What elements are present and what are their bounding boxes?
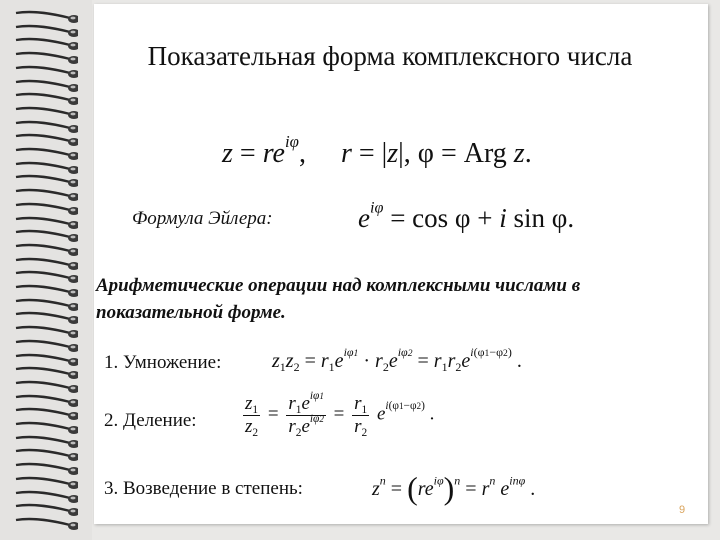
exponential-form-formula: $z = re^{i\varphi}$, r = |z|, φ = Arg z. xyxy=(222,131,532,169)
binding-ring-icon xyxy=(14,79,78,93)
operations-heading: Арифметические операции над комплексными числами в показательной форме. xyxy=(96,275,581,323)
binding-ring-icon xyxy=(14,147,78,161)
binding-ring-icon xyxy=(14,202,78,216)
binding-ring-icon xyxy=(14,24,78,38)
binding-ring-icon xyxy=(14,161,78,175)
binding-ring-icon xyxy=(14,407,78,421)
binding-ring-icon xyxy=(14,476,78,490)
page-number: 9 xyxy=(679,504,686,516)
binding-ring-icon xyxy=(14,503,78,517)
binding-ring-icon xyxy=(14,229,78,243)
binding-ring-icon xyxy=(14,216,78,230)
binding-ring-icon xyxy=(14,448,78,462)
binding-ring-icon xyxy=(14,325,78,339)
binding-ring-icon xyxy=(14,133,78,147)
binding-ring-icon xyxy=(14,284,78,298)
binding-ring-icon xyxy=(14,51,78,65)
notebook-sheet xyxy=(94,4,708,524)
binding-ring-icon xyxy=(14,270,78,284)
multiplication-formula: $z_1z_2 = r_1e^{i\varphi 1} \cdot r_2e^{i\varphi 2} = r_1r_2e^{i(\varphi 1-\varphi 2)}$ . xyxy=(272,345,522,375)
binding-ring-icon xyxy=(14,37,78,51)
binding-ring-icon xyxy=(14,120,78,134)
binding-ring-icon xyxy=(14,490,78,504)
division-label: 2. Деление: xyxy=(104,410,197,431)
power-label: 3. Возведение в степень: xyxy=(104,478,303,499)
binding-ring-icon xyxy=(14,174,78,188)
multiplication-label: 1. Умножение: xyxy=(104,352,222,373)
binding-ring-icon xyxy=(14,10,78,24)
binding-ring-icon xyxy=(14,311,78,325)
binding-ring-icon xyxy=(14,65,78,79)
binding-ring-icon xyxy=(14,92,78,106)
euler-formula: $e^{i\varphi} = \cos \varphi + i$ sin φ. xyxy=(358,198,575,233)
binding-ring-icon xyxy=(14,435,78,449)
binding-ring-icon xyxy=(14,188,78,202)
binding-ring-icon xyxy=(14,298,78,312)
binding-ring-icon xyxy=(14,339,78,353)
euler-label: Формула Эйлера: xyxy=(132,208,273,229)
binding-ring-icon xyxy=(14,257,78,271)
binding-ring-icon xyxy=(14,462,78,476)
binding-ring-icon xyxy=(14,421,78,435)
binding-ring-icon xyxy=(14,106,78,120)
binding-ring-icon xyxy=(14,517,78,531)
binding-ring-icon xyxy=(14,380,78,394)
power-formula: $z^n = (re^{i\varphi})^n = r^n$ $e^{in\varphi}$ . xyxy=(372,470,536,506)
slide-title: Показательная форма комплексного числа xyxy=(147,41,633,71)
binding-ring-icon xyxy=(14,353,78,367)
binding-ring-icon xyxy=(14,366,78,380)
binding-ring-icon xyxy=(14,243,78,257)
division-formula: $\frac{z_1}{z_2}$ = $\frac{r_1e^{i\varphi 1}}{r_2e^{i\varphi 2}}$ = $\frac{r_1}{r_2}$ $e^{i(\varphi 1-\varphi 2)}$ . xyxy=(245,389,435,439)
binding-ring-icon xyxy=(14,394,78,408)
